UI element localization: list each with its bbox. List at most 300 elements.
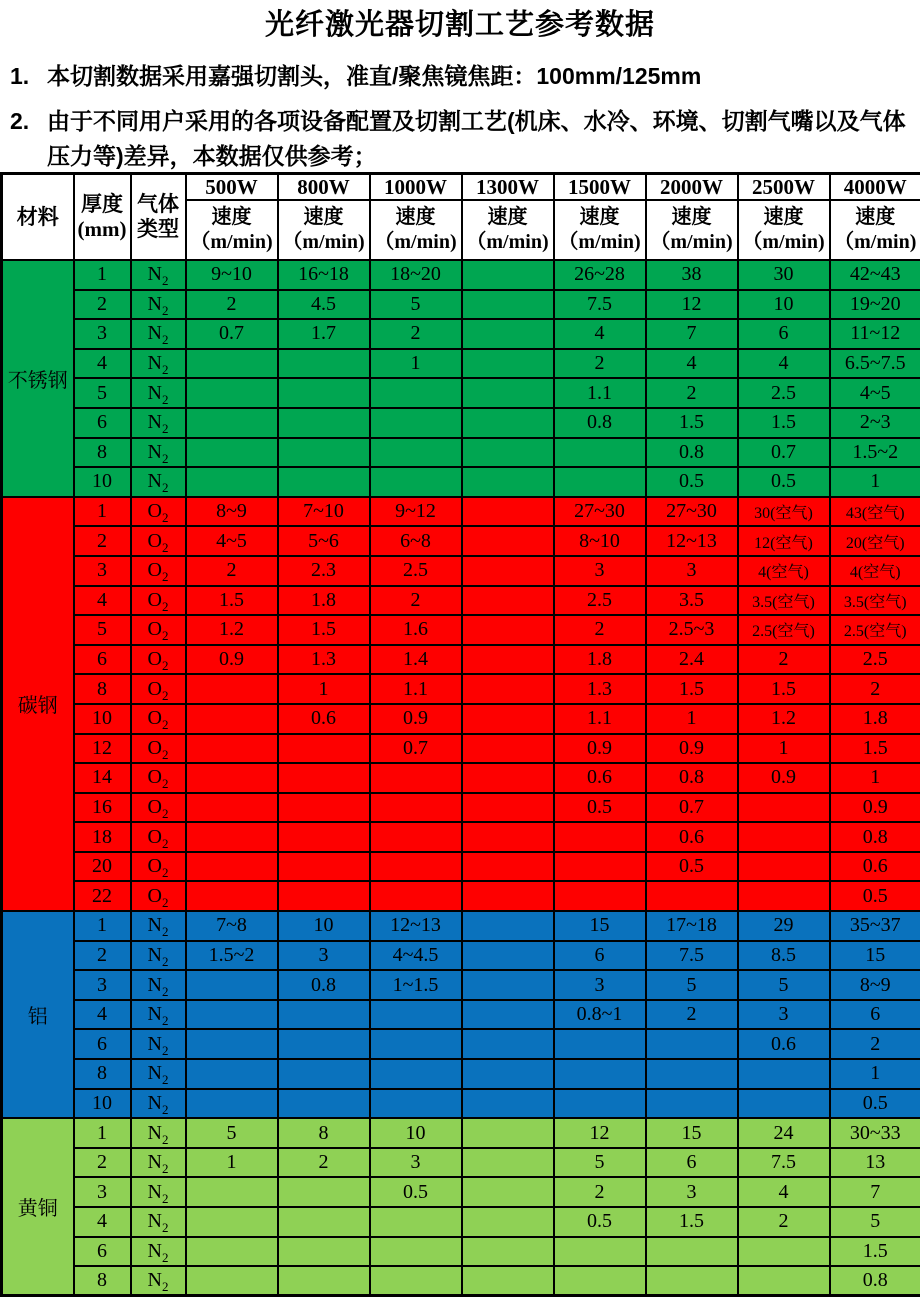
note-1-number: 1. xyxy=(10,63,30,89)
thickness-cell: 10 xyxy=(74,467,131,497)
speed-cell: 3 xyxy=(738,1000,830,1030)
speed-cell xyxy=(462,408,554,438)
table-row xyxy=(2,1118,920,1148)
speed-cell: 12 xyxy=(554,1118,646,1148)
speed-cell: 0.6 xyxy=(554,763,646,793)
speed-cell: 7~8 xyxy=(186,911,278,941)
speed-cell xyxy=(462,911,554,941)
speed-cell: 1.5 xyxy=(738,408,830,438)
power-header-2000w: 2000W xyxy=(646,174,738,201)
thickness-cell: 6 xyxy=(74,1237,131,1267)
gas-cell: $N_2$ xyxy=(131,970,186,1000)
speed-cell xyxy=(278,349,370,379)
material-cell-aluminum: 铝 xyxy=(2,911,74,1118)
speed-cell: 2 xyxy=(646,378,738,408)
note-1-text: 本切割数据采用嘉强切割头，准直/聚焦镜焦距：100mm/125mm xyxy=(47,63,702,89)
speed-cell: 1.8 xyxy=(830,704,920,734)
speed-cell xyxy=(646,881,738,911)
thickness-cell: 8 xyxy=(74,1266,131,1296)
speed-cell xyxy=(278,1059,370,1089)
speed-cell: 30 xyxy=(738,260,830,290)
speed-cell xyxy=(186,438,278,468)
table-row xyxy=(2,793,920,823)
speed-cell: 2.5 xyxy=(554,586,646,616)
speed-cell: 1 xyxy=(738,734,830,764)
speed-cell xyxy=(462,349,554,379)
speed-cell: 6.5~7.5 xyxy=(830,349,920,379)
gas-cell: $N_2$ xyxy=(131,1059,186,1089)
speed-cell: 38 xyxy=(646,260,738,290)
speed-cell: 1.5 xyxy=(738,674,830,704)
thickness-cell: 4 xyxy=(74,349,131,379)
speed-cell: 1.5 xyxy=(186,586,278,616)
speed-cell: 5 xyxy=(830,1207,920,1237)
speed-cell xyxy=(554,438,646,468)
speed-cell: 0.9 xyxy=(370,704,462,734)
table-row xyxy=(2,674,920,704)
speed-cell: 0.9 xyxy=(830,793,920,823)
speed-cell: 15 xyxy=(830,941,920,971)
speed-cell: 10 xyxy=(278,911,370,941)
table-row xyxy=(2,881,920,911)
speed-cell xyxy=(462,526,554,556)
speed-cell: 6 xyxy=(738,319,830,349)
speed-cell: 4 xyxy=(738,349,830,379)
thickness-cell: 1 xyxy=(74,1118,131,1148)
power-header-1000w: 1000W xyxy=(370,174,462,201)
speed-cell: 1.2 xyxy=(186,615,278,645)
speed-cell xyxy=(370,822,462,852)
speed-cell xyxy=(462,1266,554,1296)
speed-cell: 42~43 xyxy=(830,260,920,290)
speed-cell xyxy=(186,1089,278,1119)
table-row xyxy=(2,349,920,379)
speed-cell xyxy=(462,1207,554,1237)
speed-cell: 0.5 xyxy=(646,852,738,882)
speed-cell xyxy=(554,1237,646,1267)
speed-cell: 3.5(空气) xyxy=(738,586,830,616)
speed-cell xyxy=(370,1207,462,1237)
speed-cell: 4.5 xyxy=(278,290,370,320)
table-row xyxy=(2,822,920,852)
gas-cell: $N_2$ xyxy=(131,290,186,320)
speed-cell: 1.1 xyxy=(554,378,646,408)
speed-cell: 15 xyxy=(646,1118,738,1148)
power-header-1300w: 1300W xyxy=(462,174,554,201)
speed-cell: 0.5 xyxy=(554,1207,646,1237)
table-row xyxy=(2,556,920,586)
thickness-cell: 8 xyxy=(74,674,131,704)
table-row xyxy=(2,645,920,675)
speed-cell xyxy=(738,822,830,852)
thickness-cell: 1 xyxy=(74,911,131,941)
speed-cell xyxy=(370,1089,462,1119)
speed-cell: 8.5 xyxy=(738,941,830,971)
note-2 xyxy=(10,104,914,172)
speed-cell: 1.5 xyxy=(646,408,738,438)
speed-cell: 0.9 xyxy=(738,763,830,793)
speed-cell: 0.6 xyxy=(830,852,920,882)
speed-cell: 0.8 xyxy=(646,763,738,793)
speed-cell: 0.7 xyxy=(738,438,830,468)
table-row xyxy=(2,1029,920,1059)
speed-cell: 6~8 xyxy=(370,526,462,556)
table-row xyxy=(2,911,920,941)
speed-cell: 0.8 xyxy=(830,822,920,852)
speed-cell: 0.6 xyxy=(738,1029,830,1059)
table-row xyxy=(2,408,920,438)
table-row xyxy=(2,438,920,468)
gas-cell: $N_2$ xyxy=(131,1266,186,1296)
speed-cell: 2 xyxy=(830,1029,920,1059)
speed-cell xyxy=(186,1029,278,1059)
speed-cell: 1.6 xyxy=(370,615,462,645)
speed-cell: 0.7 xyxy=(370,734,462,764)
speed-cell: 3 xyxy=(278,941,370,971)
gas-header-line2: 类型 xyxy=(137,217,179,241)
speed-cell: 35~37 xyxy=(830,911,920,941)
table-body xyxy=(2,260,920,1296)
speed-cell: 12(空气) xyxy=(738,526,830,556)
gas-cell: $N_2$ xyxy=(131,438,186,468)
speed-cell xyxy=(462,556,554,586)
gas-cell: $O_2$ xyxy=(131,881,186,911)
speed-cell xyxy=(186,704,278,734)
thickness-cell: 1 xyxy=(74,497,131,527)
speed-cell xyxy=(278,852,370,882)
thickness-cell: 1 xyxy=(74,260,131,290)
speed-cell: 0.5 xyxy=(830,881,920,911)
speed-cell xyxy=(462,645,554,675)
speed-cell: 2 xyxy=(554,349,646,379)
speed-cell: 5~6 xyxy=(278,526,370,556)
speed-cell: 2 xyxy=(554,615,646,645)
speed-cell: 30~33 xyxy=(830,1118,920,1148)
speed-cell: 1.5 xyxy=(646,1207,738,1237)
table-row xyxy=(2,526,920,556)
speed-cell: 9~10 xyxy=(186,260,278,290)
speed-cell: 3 xyxy=(554,556,646,586)
table-row xyxy=(2,704,920,734)
speed-cell xyxy=(370,1266,462,1296)
speed-cell: 2~3 xyxy=(830,408,920,438)
thickness-cell: 12 xyxy=(74,734,131,764)
power-header-1500w: 1500W xyxy=(554,174,646,201)
table-row xyxy=(2,615,920,645)
speed-cell: 12 xyxy=(646,290,738,320)
speed-cell: 1 xyxy=(370,349,462,379)
speed-cell: 19~20 xyxy=(830,290,920,320)
speed-cell: 5 xyxy=(554,1148,646,1178)
speed-cell xyxy=(462,881,554,911)
gas-cell: $O_2$ xyxy=(131,556,186,586)
gas-cell: $O_2$ xyxy=(131,674,186,704)
gas-cell: $N_2$ xyxy=(131,1000,186,1030)
gas-cell: $N_2$ xyxy=(131,1177,186,1207)
power-header-2500w: 2500W xyxy=(738,174,830,201)
speed-cell: 2 xyxy=(370,586,462,616)
speed-cell: 0.9 xyxy=(186,645,278,675)
speed-cell: 2.5(空气) xyxy=(738,615,830,645)
gas-cell: $N_2$ xyxy=(131,911,186,941)
table-row xyxy=(2,1266,920,1296)
speed-cell xyxy=(462,1029,554,1059)
speed-cell: 4~5 xyxy=(186,526,278,556)
speed-cell xyxy=(278,378,370,408)
speed-cell: 27~30 xyxy=(554,497,646,527)
gas-cell: $N_2$ xyxy=(131,349,186,379)
speed-cell: 6 xyxy=(554,941,646,971)
speed-cell: 3 xyxy=(646,1177,738,1207)
table-header xyxy=(2,174,920,261)
speed-cell xyxy=(186,674,278,704)
table-row xyxy=(2,1207,920,1237)
speed-header: 速度 （m/min) xyxy=(554,200,646,260)
thickness-cell: 2 xyxy=(74,1148,131,1178)
speed-cell: 2.4 xyxy=(646,645,738,675)
thickness-cell: 3 xyxy=(74,1177,131,1207)
speed-cell xyxy=(462,674,554,704)
speed-header: 速度 （m/min) xyxy=(370,200,462,260)
speed-header: 速度 （m/min) xyxy=(186,200,278,260)
speed-cell xyxy=(462,467,554,497)
speed-cell: 2 xyxy=(554,1177,646,1207)
speed-cell: 0.9 xyxy=(554,734,646,764)
thickness-cell: 14 xyxy=(74,763,131,793)
speed-cell: 1.5~2 xyxy=(186,941,278,971)
speed-cell: 1.5~2 xyxy=(830,438,920,468)
speed-cell: 1.8 xyxy=(278,586,370,616)
speed-cell: 16~18 xyxy=(278,260,370,290)
gas-cell: $N_2$ xyxy=(131,408,186,438)
thickness-cell: 2 xyxy=(74,290,131,320)
speed-cell: 8~9 xyxy=(830,970,920,1000)
speed-cell xyxy=(278,793,370,823)
speed-cell: 0.8 xyxy=(278,970,370,1000)
speed-cell xyxy=(278,734,370,764)
speed-cell: 1 xyxy=(830,467,920,497)
speed-cell xyxy=(738,852,830,882)
speed-cell xyxy=(186,1059,278,1089)
gas-cell: $N_2$ xyxy=(131,260,186,290)
speed-cell: 3.5(空气) xyxy=(830,586,920,616)
speed-cell: 1 xyxy=(186,1148,278,1178)
page-title: 光纤激光器切割工艺参考数据 xyxy=(264,9,655,41)
speed-cell xyxy=(462,763,554,793)
speed-cell xyxy=(186,970,278,1000)
table-row xyxy=(2,497,920,527)
speed-cell: 12~13 xyxy=(646,526,738,556)
thickness-cell: 6 xyxy=(74,1029,131,1059)
table-row xyxy=(2,941,920,971)
speed-cell xyxy=(738,1059,830,1089)
power-header-800w: 800W xyxy=(278,174,370,201)
gas-cell: $N_2$ xyxy=(131,1029,186,1059)
speed-cell: 2 xyxy=(186,290,278,320)
speed-cell: 27~30 xyxy=(646,497,738,527)
speed-cell: 1 xyxy=(830,763,920,793)
speed-cell: 5 xyxy=(738,970,830,1000)
speed-cell: 10 xyxy=(738,290,830,320)
thickness-cell: 6 xyxy=(74,408,131,438)
gas-cell: $N_2$ xyxy=(131,467,186,497)
speed-cell xyxy=(186,1177,278,1207)
thickness-cell: 22 xyxy=(74,881,131,911)
gas-cell: $N_2$ xyxy=(131,319,186,349)
thickness-header-line1: 厚度 xyxy=(81,192,123,216)
speed-cell xyxy=(462,615,554,645)
speed-cell xyxy=(462,438,554,468)
speed-cell xyxy=(462,497,554,527)
speed-cell: 1.5 xyxy=(278,615,370,645)
speed-cell xyxy=(278,822,370,852)
speed-cell: 1.2 xyxy=(738,704,830,734)
table-row xyxy=(2,467,920,497)
speed-cell xyxy=(554,822,646,852)
speed-cell: 13 xyxy=(830,1148,920,1178)
speed-cell: 2 xyxy=(830,674,920,704)
speed-cell xyxy=(462,586,554,616)
speed-cell xyxy=(462,1237,554,1267)
gas-cell: $N_2$ xyxy=(131,378,186,408)
speed-cell: 5 xyxy=(370,290,462,320)
gas-cell: $O_2$ xyxy=(131,852,186,882)
speed-cell xyxy=(278,467,370,497)
speed-cell: 6 xyxy=(646,1148,738,1178)
thickness-cell: 20 xyxy=(74,852,131,882)
thickness-cell: 3 xyxy=(74,556,131,586)
thickness-cell: 3 xyxy=(74,970,131,1000)
speed-cell xyxy=(462,290,554,320)
speed-cell: 3 xyxy=(370,1148,462,1178)
speed-header: 速度 （m/min) xyxy=(738,200,830,260)
speed-cell: 43(空气) xyxy=(830,497,920,527)
speed-cell: 3.5 xyxy=(646,586,738,616)
speed-cell: 2.5~3 xyxy=(646,615,738,645)
speed-cell: 1.3 xyxy=(278,645,370,675)
speed-cell: 2 xyxy=(370,319,462,349)
speed-cell: 4~5 xyxy=(830,378,920,408)
speed-cell xyxy=(370,378,462,408)
speed-cell xyxy=(462,1118,554,1148)
speed-cell xyxy=(738,1089,830,1119)
thickness-cell: 4 xyxy=(74,586,131,616)
speed-cell xyxy=(186,734,278,764)
speed-cell xyxy=(186,793,278,823)
thickness-cell: 16 xyxy=(74,793,131,823)
col-header-gas xyxy=(131,174,186,261)
col-header-material: 材料 xyxy=(2,174,74,261)
note-2-text: 由于不同用户采用的各项设备配置及切割工艺(机床、水冷、环境、切割气嘴以及气体压力等)差异，本数据仅供参考； xyxy=(47,108,906,169)
table-row xyxy=(2,734,920,764)
speed-cell: 4(空气) xyxy=(738,556,830,586)
gas-cell: $O_2$ xyxy=(131,793,186,823)
speed-cell: 1.4 xyxy=(370,645,462,675)
speed-cell xyxy=(186,822,278,852)
speed-cell: 1.1 xyxy=(370,674,462,704)
gas-header-line1: 气体 xyxy=(137,192,179,216)
speed-cell: 7~10 xyxy=(278,497,370,527)
speed-cell xyxy=(554,1059,646,1089)
thickness-cell: 4 xyxy=(74,1000,131,1030)
speed-cell: 0.5 xyxy=(738,467,830,497)
thickness-cell: 10 xyxy=(74,704,131,734)
speed-cell: 0.5 xyxy=(830,1089,920,1119)
speed-cell: 2 xyxy=(186,556,278,586)
speed-cell: 7.5 xyxy=(738,1148,830,1178)
speed-cell xyxy=(462,734,554,764)
speed-cell: 2.5 xyxy=(738,378,830,408)
speed-cell xyxy=(278,408,370,438)
speed-cell: 4 xyxy=(738,1177,830,1207)
speed-cell xyxy=(370,408,462,438)
notes xyxy=(10,59,914,172)
speed-cell xyxy=(370,1029,462,1059)
thickness-cell: 8 xyxy=(74,1059,131,1089)
gas-cell: $O_2$ xyxy=(131,586,186,616)
gas-cell: $N_2$ xyxy=(131,1118,186,1148)
speed-cell: 1.7 xyxy=(278,319,370,349)
speed-cell xyxy=(278,1207,370,1237)
speed-cell: 24 xyxy=(738,1118,830,1148)
gas-cell: $N_2$ xyxy=(131,1089,186,1119)
speed-cell: 0.6 xyxy=(278,704,370,734)
speed-cell: 10 xyxy=(370,1118,462,1148)
speed-cell xyxy=(462,704,554,734)
speed-cell: 0.5 xyxy=(370,1177,462,1207)
gas-cell: $N_2$ xyxy=(131,1207,186,1237)
speed-cell xyxy=(554,852,646,882)
table-row xyxy=(2,852,920,882)
speed-cell xyxy=(186,852,278,882)
speed-header: 速度 （m/min) xyxy=(462,200,554,260)
speed-cell xyxy=(370,852,462,882)
speed-cell xyxy=(278,1266,370,1296)
speed-cell: 2 xyxy=(738,645,830,675)
gas-cell: $O_2$ xyxy=(131,704,186,734)
thickness-cell: 6 xyxy=(74,645,131,675)
speed-cell: 2 xyxy=(646,1000,738,1030)
gas-cell: $O_2$ xyxy=(131,615,186,645)
thickness-cell: 5 xyxy=(74,615,131,645)
table-row xyxy=(2,1089,920,1119)
speed-cell: 1.3 xyxy=(554,674,646,704)
speed-cell: 2 xyxy=(278,1148,370,1178)
material-cell-carbon-steel: 碳钢 xyxy=(2,497,74,911)
thickness-cell: 8 xyxy=(74,438,131,468)
gas-cell: $N_2$ xyxy=(131,1237,186,1267)
thickness-cell: 5 xyxy=(74,378,131,408)
speed-cell: 4(空气) xyxy=(830,556,920,586)
speed-cell xyxy=(278,763,370,793)
speed-cell xyxy=(462,319,554,349)
speed-cell: 4~4.5 xyxy=(370,941,462,971)
speed-cell xyxy=(462,378,554,408)
speed-cell: 7 xyxy=(830,1177,920,1207)
speed-cell: 1.5 xyxy=(830,734,920,764)
speed-cell: 7.5 xyxy=(646,941,738,971)
speed-cell xyxy=(370,1237,462,1267)
speed-cell xyxy=(462,1148,554,1178)
speed-cell: 7 xyxy=(646,319,738,349)
speed-cell: 4 xyxy=(554,319,646,349)
speed-cell: 1 xyxy=(646,704,738,734)
speed-cell xyxy=(554,881,646,911)
speed-cell: 2.5 xyxy=(830,645,920,675)
speed-cell: 0.8 xyxy=(646,438,738,468)
speed-cell: 26~28 xyxy=(554,260,646,290)
speed-cell xyxy=(278,438,370,468)
